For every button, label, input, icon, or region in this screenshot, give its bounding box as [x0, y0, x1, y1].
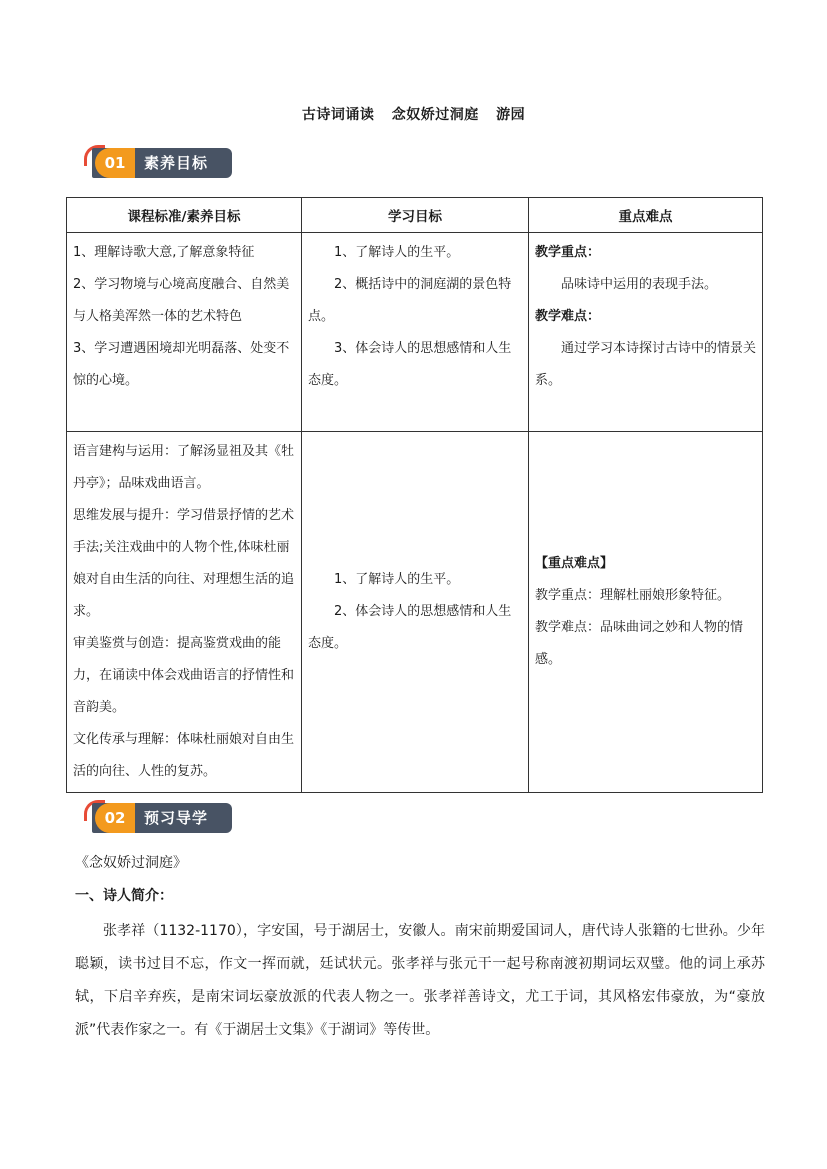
goals-table — [66, 197, 763, 793]
table-header-row — [67, 198, 763, 233]
key-label: 教学重点： — [535, 245, 601, 260]
cell-objectives — [302, 432, 529, 793]
standard-item: 2、学习物境与心境高度融合、自然美与人格美浑然一体的艺术特色 — [73, 277, 290, 324]
header-key-points: 重点难点 — [529, 198, 763, 233]
section-label: 预习导学 — [144, 809, 209, 827]
objective-item: 2、概括诗中的洞庭湖的景色特点。 — [308, 277, 512, 324]
header-objectives: 学习目标 — [302, 198, 529, 233]
poem-title: 《念奴娇过洞庭》 — [75, 855, 187, 871]
difficulty-label: 教学难点： — [535, 309, 601, 324]
poet-intro-paragraph: 张孝祥（1132-1170），字安国，号于湖居士，安徽人。南宋前期爱国词人，唐代诗人张籍的七世孙。少年聪颖，读书过目不忘，作文一挥而就，廷试状元。张孝祥与张元干一起号称南渡初期词坛双璧。他的词上承苏轼，下启辛弃疾，是南宋词坛豪放派的代表人物之一。张孝祥善诗文，尤工于词，其风格宏伟豪放，为“豪放派”代表作家之一。有《于湖居士文集》《于湖词》等传世。 — [75, 923, 765, 1038]
standard-item: 1、理解诗歌大意,了解意象特征 — [73, 245, 255, 260]
poet-intro-heading: 一、诗人简介： — [75, 888, 173, 904]
difficulty-text: 通过学习本诗探讨古诗中的情景关系。 — [535, 341, 757, 388]
document-title — [0, 104, 827, 124]
title-work: 游园 — [496, 107, 526, 123]
title-poem: 念奴娇过洞庭 — [391, 107, 479, 123]
cell-objectives — [302, 233, 529, 432]
cell-key-points — [529, 432, 763, 793]
table-row — [67, 233, 763, 432]
objective-item: 3、体会诗人的思想感情和人生态度。 — [308, 341, 512, 388]
badge-bar — [92, 803, 232, 833]
objective-item: 2、体会诗人的思想感情和人生态度。 — [308, 604, 512, 651]
standard-item: 文化传承与理解：体味杜丽娘对自由生活的向往、人性的复苏。 — [73, 732, 295, 779]
difficulty-text: 教学难点：品味曲词之妙和人物的情感。 — [535, 620, 744, 667]
badge-bar — [92, 148, 232, 178]
section-badge-goals — [84, 145, 234, 179]
section-number: 02 — [95, 803, 135, 833]
cell-key-points — [529, 233, 763, 432]
standard-item: 思维发展与提升：学习借景抒情的艺术手法;关注戏曲中的人物个性,体味杜丽娘对自由生活的向往、对理想生活的追求。 — [73, 508, 295, 619]
objective-item: 1、了解诗人的生平。 — [334, 245, 460, 260]
header-standards: 课程标准/素养目标 — [67, 198, 302, 233]
focus-label: 【重点难点】 — [535, 556, 614, 571]
standard-item: 审美鉴赏与创造：提高鉴赏戏曲的能力，在诵读中体会戏曲语言的抒情性和音韵美。 — [73, 636, 295, 715]
table-row — [67, 432, 763, 793]
section-badge-preview — [84, 800, 234, 834]
cell-standards — [67, 233, 302, 432]
objective-item: 1、了解诗人的生平。 — [334, 572, 460, 587]
standard-item: 3、学习遭遇困境却光明磊落、处变不惊的心境。 — [73, 341, 290, 388]
key-text: 教学重点：理解杜丽娘形象特征。 — [535, 588, 731, 603]
standard-item: 语言建构与运用：了解汤显祖及其《牡丹亭》；品味戏曲语言。 — [73, 444, 295, 491]
section-label: 素养目标 — [144, 154, 209, 172]
title-category: 古诗词诵读 — [301, 107, 375, 123]
section-number: 01 — [95, 148, 135, 178]
key-text: 品味诗中运用的表现手法。 — [561, 277, 718, 292]
cell-standards — [67, 432, 302, 793]
